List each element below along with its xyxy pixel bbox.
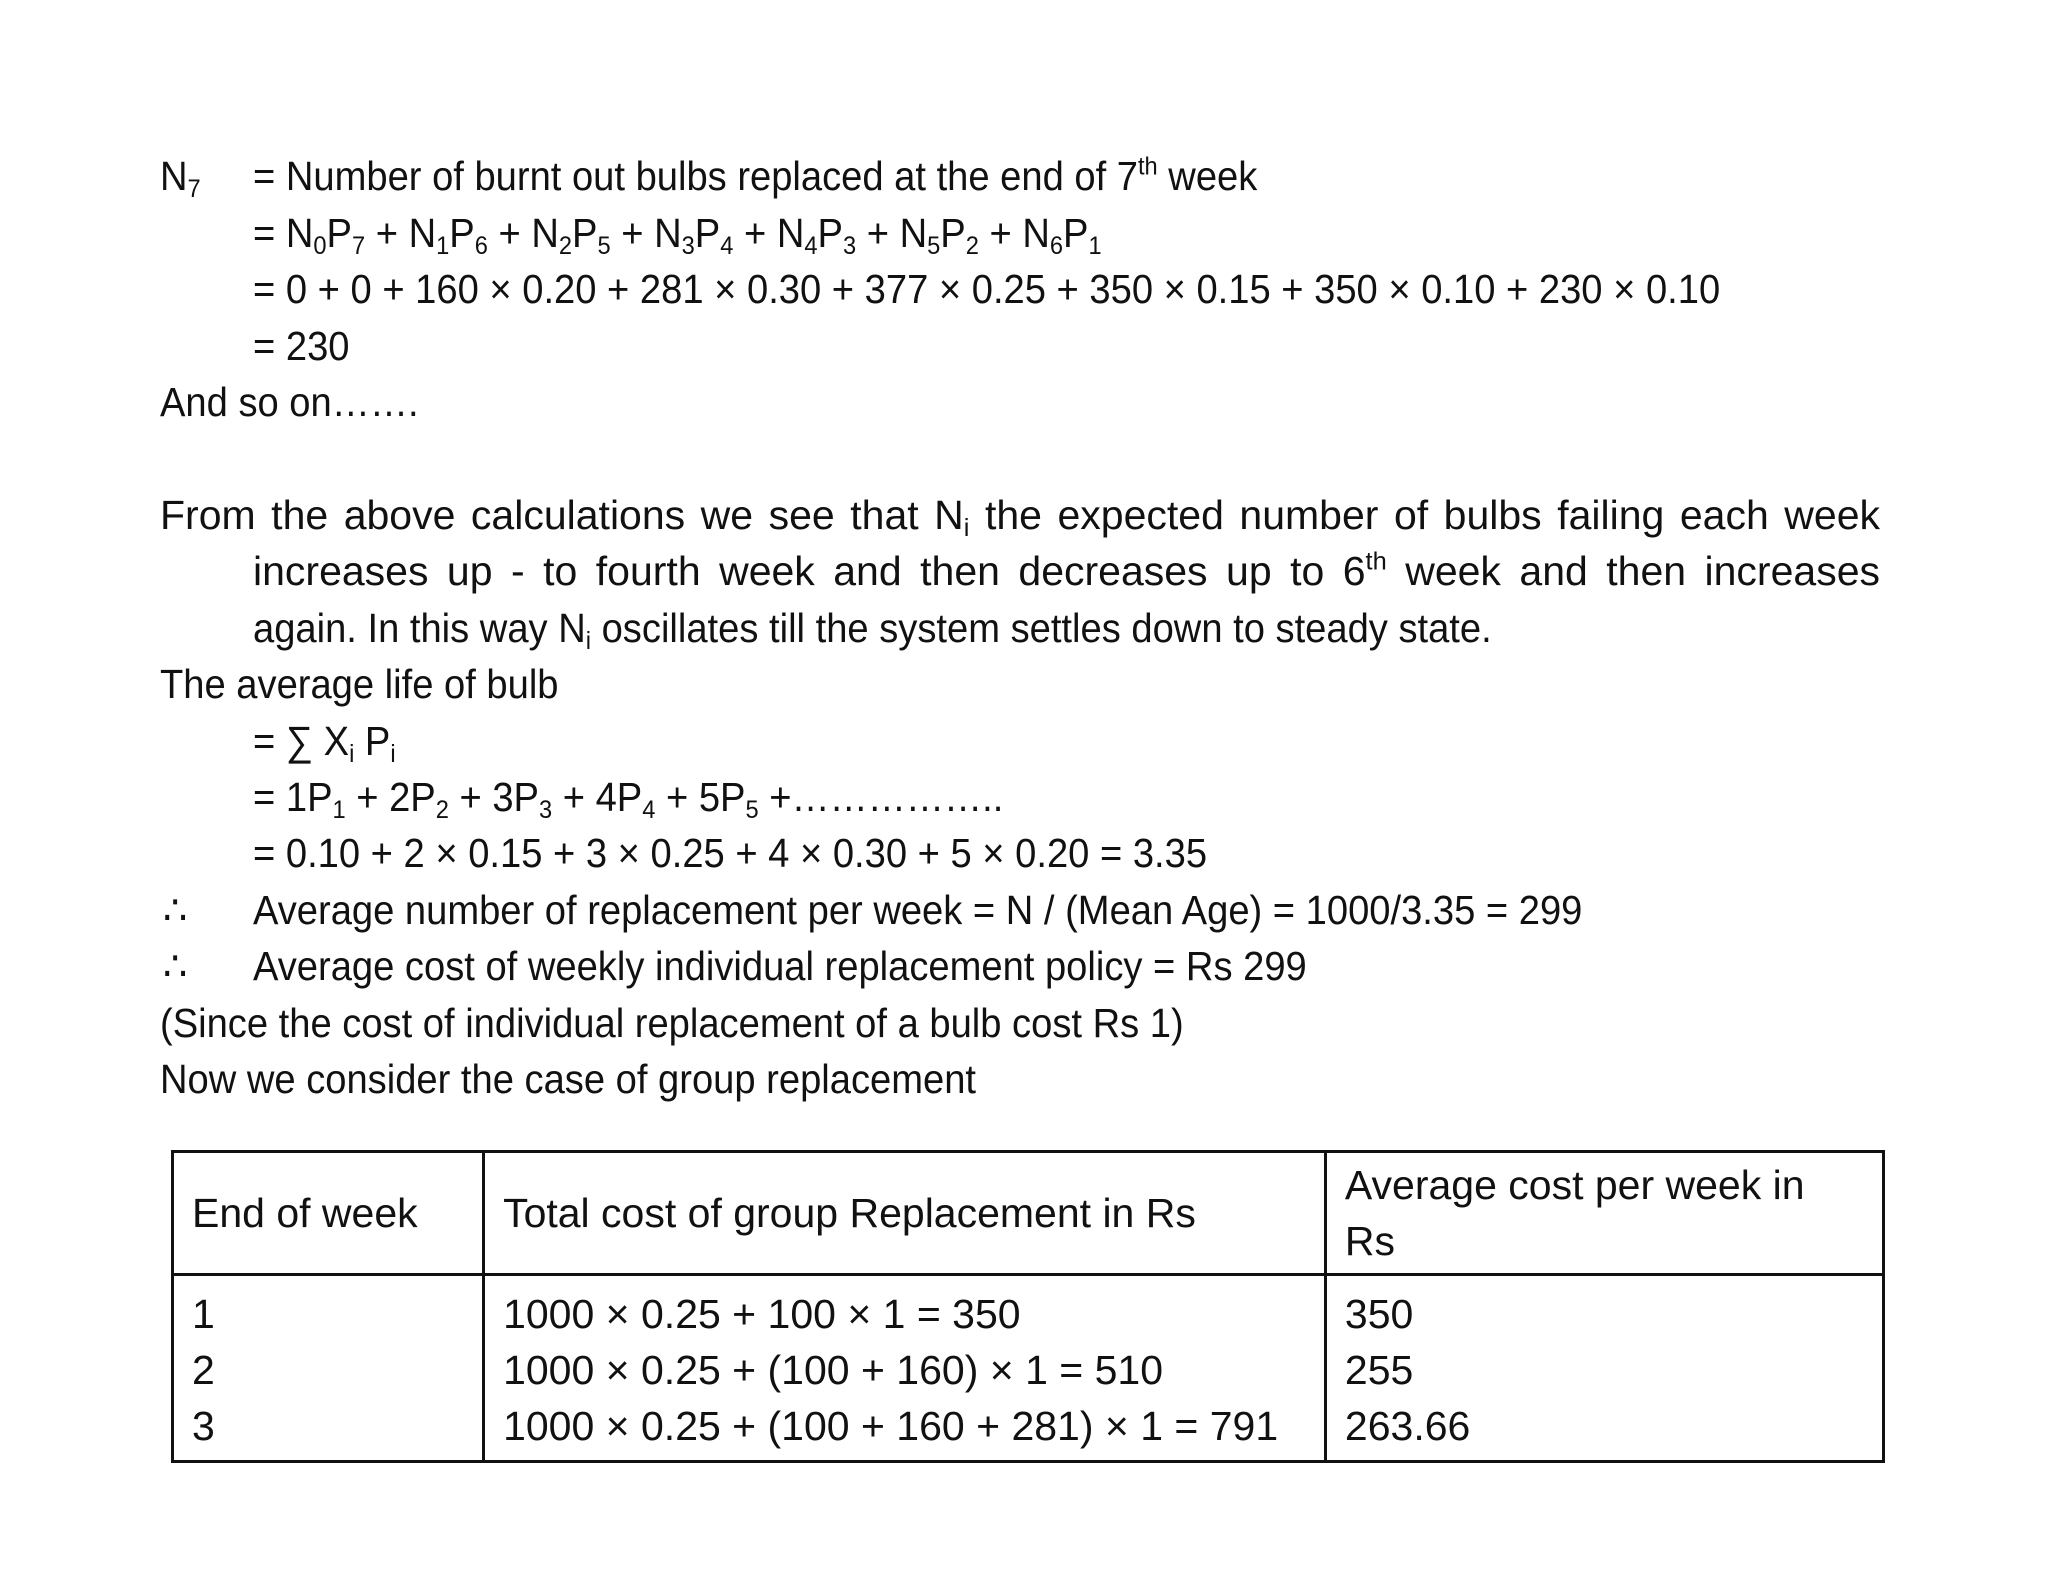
table-header-row — [173, 1152, 1884, 1275]
header-end-of-week: End of week — [173, 1152, 484, 1275]
n7-label: $N_7$ — [160, 153, 201, 204]
average-cost-value: 255 — [1344, 1347, 1414, 1393]
week-column — [173, 1275, 484, 1462]
average-life-numeric: = 0.10 + 2 × 0.15 + 3 × 0.25 + 4 × 0.30 + 5 × 0.20 = 3.35 — [253, 830, 1208, 876]
paragraph-line-2: increases up - to fourth week and then decreases up to 6th week and then increases — [253, 547, 1880, 594]
average-life-expansion-term: = 1P — [253, 774, 333, 820]
average-cost-value: 263.66 — [1344, 1403, 1471, 1449]
average-cost-column — [1325, 1275, 1883, 1462]
n7-formula-subscript: 4 — [720, 232, 734, 261]
table-row — [173, 1275, 1884, 1462]
total-cost-column — [484, 1275, 1326, 1462]
average-life-expansion-subscript: 4 — [642, 796, 656, 825]
average-life-heading: The average life of bulb — [160, 661, 559, 707]
n7-formula-term: + N — [856, 210, 928, 256]
n7-formula-subscript: 1 — [1088, 232, 1102, 261]
paragraph-line-3: again. In this way $N_i$ oscillates till the system settles down to steady state. — [253, 605, 1492, 656]
n7-formula-subscript: 1 — [436, 232, 450, 261]
average-life-sum: = ∑ $X_i$ $P_i$ — [253, 718, 396, 769]
header-average-cost: Average cost per week in Rs — [1325, 1152, 1883, 1275]
n7-definition: = Number of burnt out bulbs replaced at the end of 7th week — [253, 152, 1258, 199]
total-cost-value: 1000 × 0.25 + (100 + 160 + 281) × 1 = 791 — [503, 1403, 1279, 1449]
total-cost-value: 1000 × 0.25 + (100 + 160) × 1 = 510 — [503, 1347, 1164, 1393]
n7-formula-term: + N — [733, 210, 805, 256]
group-replacement-table — [171, 1150, 1885, 1463]
n7-formula-term: + N — [365, 210, 437, 256]
average-life-expansion-term: + 4P — [552, 774, 643, 820]
average-life-expansion-term: + 5P — [655, 774, 746, 820]
n7-formula-subscript: 2 — [558, 232, 573, 261]
n7-formula-term: P — [1063, 210, 1089, 256]
n7-formula-term: P — [940, 210, 966, 256]
week-value: 1 — [192, 1291, 215, 1337]
n7-formula-subscript: 0 — [313, 232, 327, 261]
n7-formula-subscript: 7 — [352, 232, 366, 261]
average-life-expansion-subscript: 3 — [538, 796, 553, 825]
therefore-symbol: ∴ — [163, 887, 188, 933]
average-life-expansion-term: + 3P — [448, 774, 539, 820]
group-replacement-intro: Now we consider the case of group replacement — [160, 1056, 977, 1102]
n7-formula — [253, 205, 1102, 261]
average-cost-value: 350 — [1344, 1291, 1414, 1337]
and-so-on: And so on……. — [160, 379, 419, 425]
n7-formula-term: + N — [978, 210, 1050, 256]
therefore-symbol: ∴ — [163, 943, 188, 989]
week-value: 3 — [192, 1403, 215, 1449]
therefore-line-1: Average number of replacement per week = N / (Mean Age) = 1000/3.35 = 299 — [253, 887, 1583, 933]
total-cost-value: 1000 × 0.25 + 100 × 1 = 350 — [503, 1291, 1021, 1337]
average-life-expansion-term: +…………….. — [758, 774, 1004, 820]
since-note: (Since the cost of individual replacement of a bulb cost Rs 1) — [160, 1000, 1184, 1046]
n7-formula-term: P — [326, 210, 353, 256]
n7-formula-term: P — [572, 210, 598, 256]
n7-formula-term: P — [449, 210, 475, 256]
average-life-expansion-subscript: 5 — [745, 796, 759, 825]
n7-formula-term: = N — [253, 210, 314, 256]
n7-formula-term: + N — [610, 210, 682, 256]
average-life-expansion-subscript: 1 — [332, 796, 346, 825]
n7-formula-subscript: 5 — [927, 232, 941, 261]
n7-formula-subscript: 2 — [965, 232, 979, 261]
average-life-expansion-term: + 2P — [345, 774, 436, 820]
n7-formula-subscript: 6 — [474, 232, 488, 261]
n7-formula-term: P — [694, 210, 721, 256]
n7-formula-subscript: 6 — [1049, 232, 1064, 261]
week-value: 2 — [192, 1347, 215, 1393]
n7-formula-subscript: 4 — [804, 232, 818, 261]
n7-formula-subscript: 3 — [842, 232, 857, 261]
average-life-expansion — [253, 769, 1003, 825]
header-total-cost: Total cost of group Replacement in Rs — [484, 1152, 1326, 1275]
paragraph-line-1: From the above calculations we see that $N_i$ the expected number of bulbs failing each week — [160, 492, 1881, 543]
therefore-line-2: Average cost of weekly individual replacement policy = Rs 299 — [253, 943, 1307, 989]
average-life-expansion-subscript: 2 — [435, 796, 449, 825]
n7-formula-term: + N — [487, 210, 559, 256]
n7-formula-term: P — [817, 210, 843, 256]
n7-formula-subscript: 5 — [597, 232, 611, 261]
n7-numeric: = 0 + 0 + 160 × 0.20 + 281 × 0.30 + 377 × 0.25 + 350 × 0.15 + 350 × 0.10 + 230 × 0.10 — [253, 266, 1721, 312]
n7-formula-subscript: 3 — [681, 232, 695, 261]
n7-result: = 230 — [253, 323, 350, 369]
